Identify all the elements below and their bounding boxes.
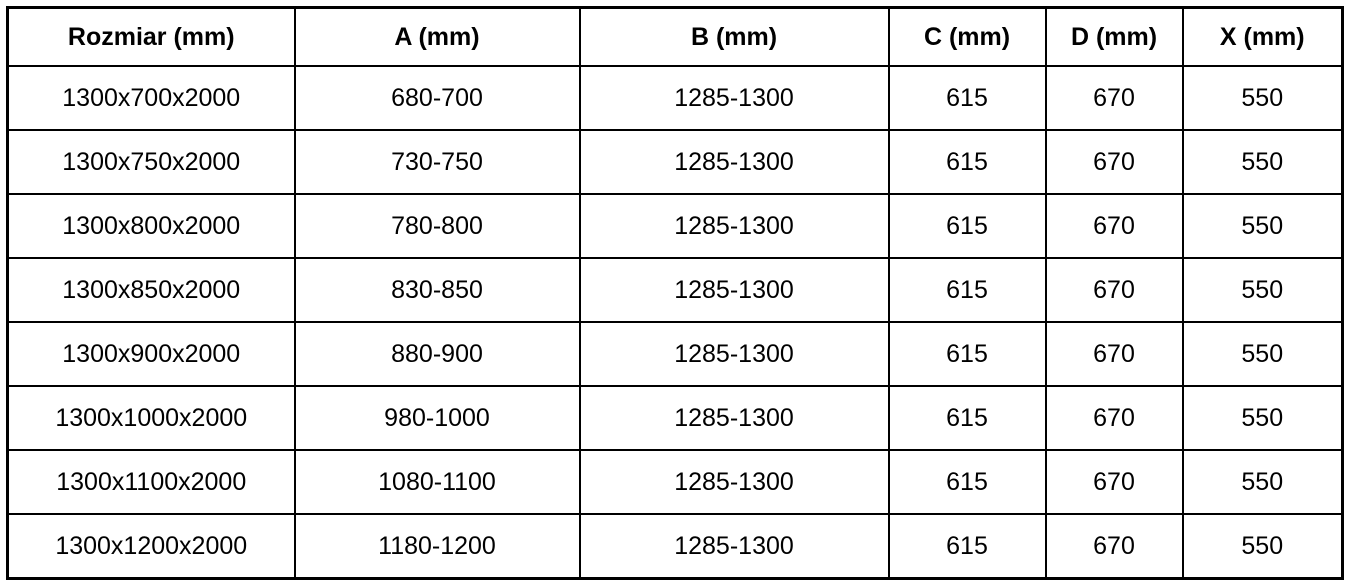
- column-header: X (mm): [1183, 8, 1343, 67]
- table-row: [8, 66, 1343, 130]
- table-cell: 1285-1300: [580, 514, 889, 579]
- table-cell: 615: [889, 66, 1046, 130]
- table-cell: 1285-1300: [580, 130, 889, 194]
- table-cell: 780-800: [295, 194, 580, 258]
- table-cell: 670: [1046, 130, 1183, 194]
- table-cell: 615: [889, 258, 1046, 322]
- table-cell: 615: [889, 130, 1046, 194]
- table-row: [8, 322, 1343, 386]
- table-cell: 550: [1183, 386, 1343, 450]
- table-cell: 550: [1183, 450, 1343, 514]
- table-cell: 830-850: [295, 258, 580, 322]
- column-header: D (mm): [1046, 8, 1183, 67]
- table-cell: 680-700: [295, 66, 580, 130]
- table-cell: 615: [889, 514, 1046, 579]
- table-cell: 1300x850x2000: [8, 258, 295, 322]
- column-header: C (mm): [889, 8, 1046, 67]
- header-row: [8, 8, 1343, 67]
- table-cell: 1180-1200: [295, 514, 580, 579]
- table-cell: 1285-1300: [580, 322, 889, 386]
- table-cell: 550: [1183, 322, 1343, 386]
- table-cell: 670: [1046, 194, 1183, 258]
- table-body: [8, 66, 1343, 579]
- table-cell: 1300x1000x2000: [8, 386, 295, 450]
- table-cell: 1300x700x2000: [8, 66, 295, 130]
- table-cell: 730-750: [295, 130, 580, 194]
- table-cell: 615: [889, 386, 1046, 450]
- table-cell: 550: [1183, 66, 1343, 130]
- table-row: [8, 258, 1343, 322]
- table-cell: 1300x900x2000: [8, 322, 295, 386]
- table-cell: 980-1000: [295, 386, 580, 450]
- table-cell: 1285-1300: [580, 194, 889, 258]
- table-cell: 670: [1046, 450, 1183, 514]
- table-cell: 1300x1100x2000: [8, 450, 295, 514]
- table-cell: 1285-1300: [580, 66, 889, 130]
- column-header: Rozmiar (mm): [8, 8, 295, 67]
- table-cell: 670: [1046, 66, 1183, 130]
- table-cell: 550: [1183, 130, 1343, 194]
- table-row: [8, 386, 1343, 450]
- table-cell: 615: [889, 322, 1046, 386]
- table-cell: 1285-1300: [580, 258, 889, 322]
- table-cell: 615: [889, 450, 1046, 514]
- table-cell: 670: [1046, 514, 1183, 579]
- table-cell: 670: [1046, 258, 1183, 322]
- table-cell: 1080-1100: [295, 450, 580, 514]
- table-cell: 670: [1046, 386, 1183, 450]
- size-table: [6, 6, 1344, 580]
- table-cell: 880-900: [295, 322, 580, 386]
- table-cell: 1285-1300: [580, 450, 889, 514]
- table-cell: 1300x1200x2000: [8, 514, 295, 579]
- table-cell: 550: [1183, 194, 1343, 258]
- table-cell: 1300x750x2000: [8, 130, 295, 194]
- table-cell: 615: [889, 194, 1046, 258]
- table-row: [8, 514, 1343, 579]
- table-cell: 550: [1183, 258, 1343, 322]
- table-cell: 550: [1183, 514, 1343, 579]
- table-row: [8, 450, 1343, 514]
- table-cell: 670: [1046, 322, 1183, 386]
- table-cell: 1285-1300: [580, 386, 889, 450]
- table-row: [8, 130, 1343, 194]
- table-cell: 1300x800x2000: [8, 194, 295, 258]
- column-header: B (mm): [580, 8, 889, 67]
- table-row: [8, 194, 1343, 258]
- column-header: A (mm): [295, 8, 580, 67]
